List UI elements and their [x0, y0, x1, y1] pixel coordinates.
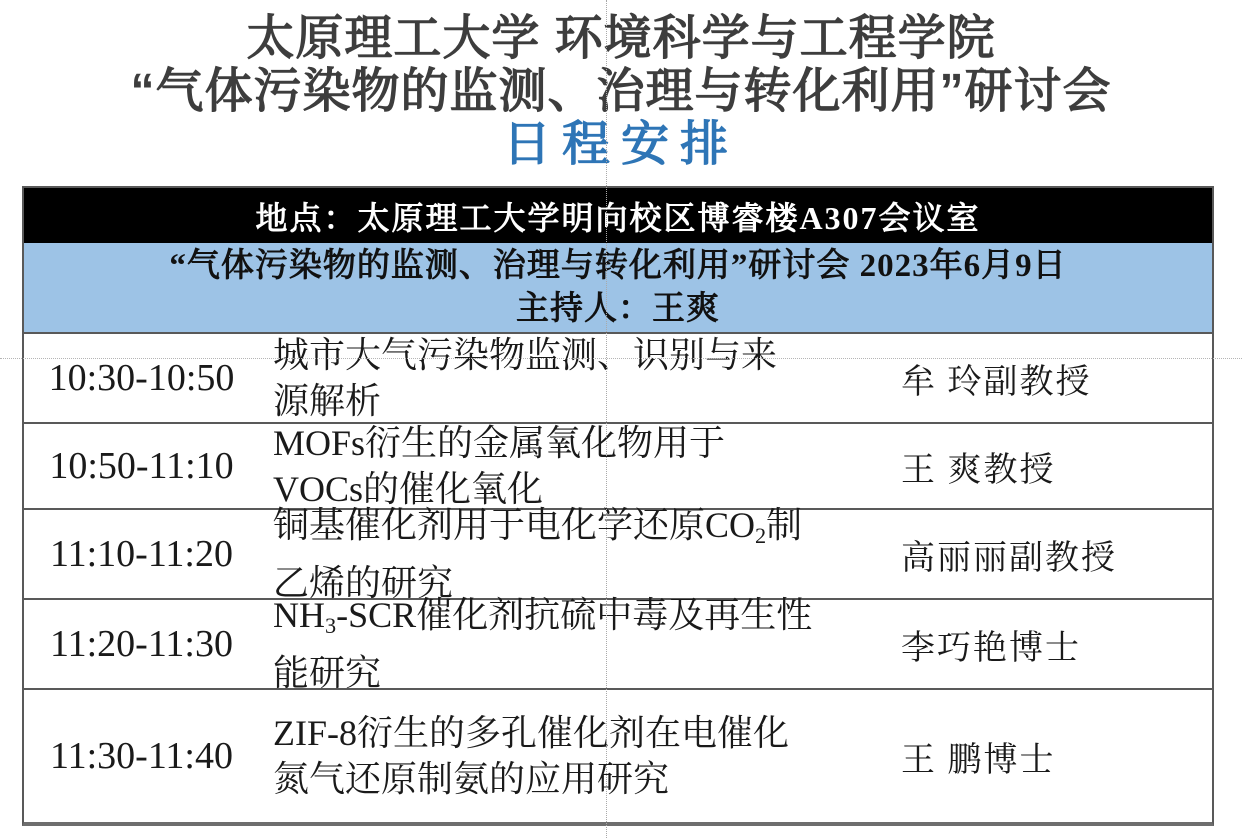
- time-cell: 10:30-10:50: [48, 357, 235, 399]
- topic-line: 铜基催化剂用于电化学还原$CO_2$制: [273, 505, 803, 549]
- speaker-name: 王 爽教授: [901, 451, 1056, 489]
- session-header-bar: [24, 243, 1212, 332]
- vertical-guide-line: [606, 0, 607, 838]
- speaker-name: 高丽丽副教授: [901, 539, 1117, 577]
- topic-cell: [259, 595, 829, 693]
- location-text: 地点：太原理工大学明向校区博睿楼A307会议室: [255, 199, 981, 236]
- topic-line: 乙烯的研究: [273, 562, 454, 603]
- seminar-title: “气体污染物的监测、治理与转化利用”研讨会: [130, 65, 1112, 118]
- schedule-rows: [24, 332, 1212, 822]
- table-row: [24, 422, 1212, 508]
- topic-line: 能研究: [273, 652, 382, 693]
- table-row: [24, 505, 1212, 603]
- table-row: [24, 595, 1212, 693]
- location-bar: [24, 188, 1212, 243]
- schedule-heading: 日程安排: [502, 118, 739, 171]
- time-cell: 10:50-11:10: [49, 445, 234, 487]
- topic-line: ZIF-8衍生的多孔催化剂在电催化: [273, 713, 789, 753]
- title-block: [0, 12, 1242, 171]
- speaker-cell: [829, 510, 1212, 598]
- topic-cell: [259, 505, 829, 603]
- topic-line: MOFs衍生的金属氧化物用于: [273, 423, 726, 463]
- table-row: [24, 332, 1212, 422]
- speaker-cell: [829, 600, 1212, 688]
- speaker-cell: [829, 690, 1212, 822]
- session-host: 主持人：王爽: [516, 290, 720, 327]
- speaker-name: 牟 玲副教授: [901, 363, 1092, 401]
- horizontal-guide-line: [0, 358, 1242, 359]
- speaker-cell: [829, 424, 1212, 508]
- topic-line: 源解析: [273, 381, 382, 421]
- topic-cell: [259, 334, 829, 422]
- time-cell: 11:10-11:20: [50, 533, 233, 575]
- speaker-cell: [829, 334, 1212, 422]
- time-cell: 11:30-11:40: [50, 735, 233, 777]
- topic-line: 氮气还原制氨的应用研究: [273, 759, 670, 799]
- time-cell: 11:20-11:30: [50, 623, 233, 665]
- session-title-date: “气体污染物的监测、治理与转化利用”研讨会 2023年6月9日: [169, 247, 1067, 284]
- speaker-name: 李巧艳博士: [901, 629, 1081, 667]
- topic-line: $NH_3$-SCR催化剂抗硫中毒及再生性: [273, 595, 813, 639]
- university-title: 太原理工大学 环境科学与工程学院: [246, 12, 996, 65]
- table-row: [24, 688, 1212, 822]
- schedule-table: [22, 186, 1214, 826]
- topic-line: VOCs的催化氧化: [273, 469, 544, 509]
- topic-cell: [259, 424, 829, 508]
- speaker-name: 王 鹏博士: [901, 741, 1056, 779]
- topic-line: 城市大气污染物监测、识别与来: [273, 335, 778, 375]
- topic-cell: [259, 690, 829, 822]
